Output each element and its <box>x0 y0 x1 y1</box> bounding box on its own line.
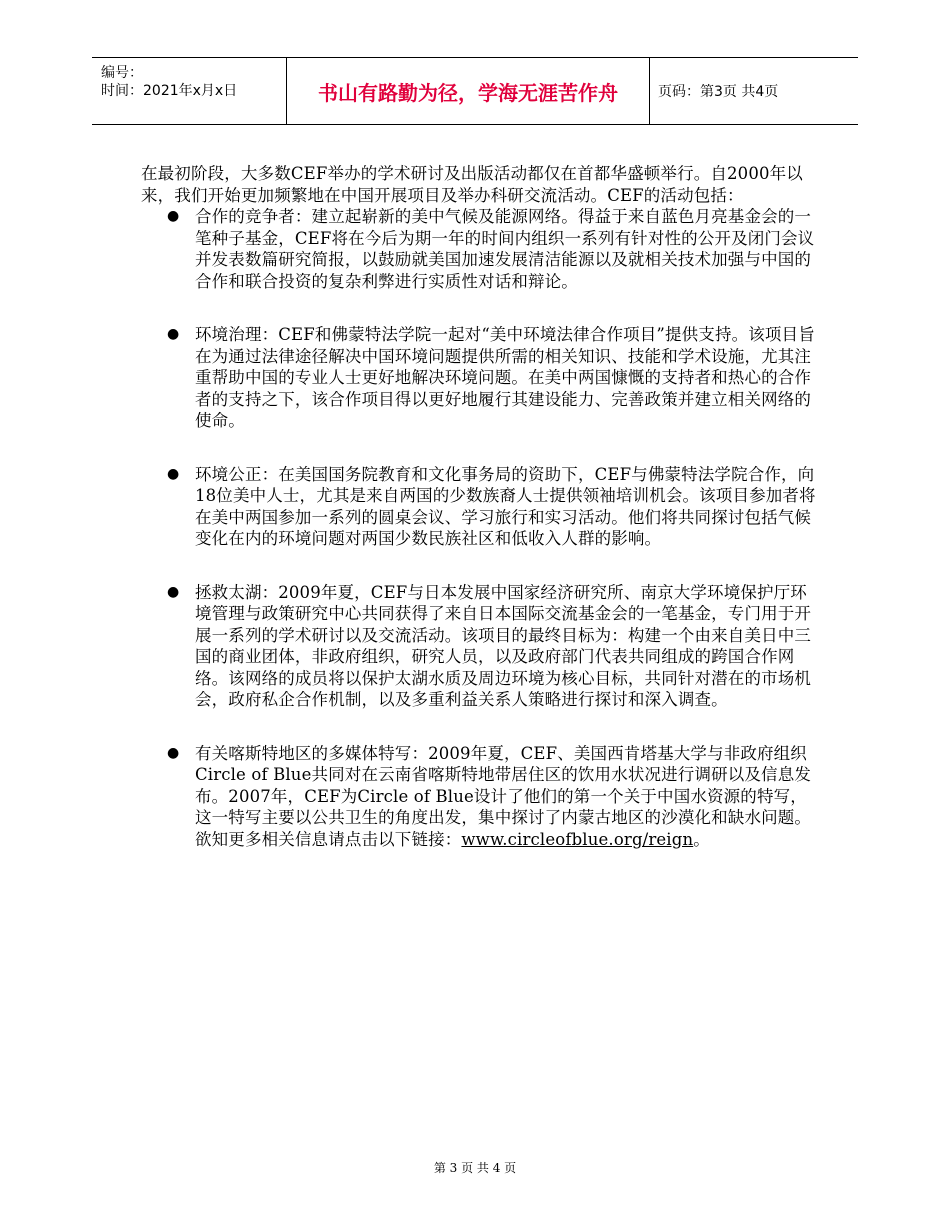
bullet-icon: ● <box>167 744 180 761</box>
page-label: 页码：第3页 共4页 <box>658 84 779 100</box>
list-item <box>141 324 821 432</box>
item-text: 合作的竞争者：建立起崭新的美中气候及能源网络。得益于来自蓝色月亮基金会的一笔种子基金，CEF将在今后为期一年的时间内组织一系列有针对性的公开及闭门会议并发表数篇研究简报，以鼓励就美国加速发展清洁能源以及就相关技术加强与中国的合作和联合投资的复杂利弊进行实质性对话和辩论。 <box>195 207 815 291</box>
list-item <box>141 582 821 711</box>
bullet-icon: ● <box>167 583 180 600</box>
item-text: 环境公正：在美国国务院教育和文化事务局的资助下，CEF与佛蒙特法学院合作，向18位美中人士，尤其是来自两国的少数族裔人士提供领袖培训机会。该项目参加者将在美中两国参加一系列的圆桌会议、学习旅行和实习活动。他们将共同探讨包括气候变化在内的环境问题对两国少数民族社区和低收入人群的影响。 <box>195 464 816 548</box>
list-item <box>141 743 821 851</box>
item-text: 拯救太湖：2009年夏，CEF与日本发展中国家经济研究所、南京大学环境保护厅环境管理与政策研究中心共同获得了来自日本国际交流基金会的一笔基金，专门用于开展一系列的学术研讨以及交流活动。该项目的最终目标为：构建一个由来自美日中三国的商业团体，非政府组织，研究人员，以及政府部门代表共同组成的跨国合作网络。该网络的成员将以保护太湖水质及周边环境为核心目标，共同针对潜在的市场机会，政府私企合作机制，以及多重利益关系人策略进行探讨和深入调查。 <box>195 582 812 709</box>
page-header <box>92 57 858 125</box>
number-label: 编号： <box>101 65 143 81</box>
list-item <box>141 206 821 292</box>
page-footer: 第 3 页 共 4 页 <box>433 1161 517 1175</box>
bullet-icon: ● <box>167 465 180 482</box>
bullet-icon: ● <box>167 326 180 342</box>
item-text: 有关喀斯特地区的多媒体特写：2009年夏，CEF、美国西肯塔基大学与非政府组织Circle of Blue共同对在云南省喀斯特地带居住区的饮用水状况进行调研以及信息发布。2007年，CEF为Circle of Blue设计了他们的第一个关于中国水资源的特写，这一特写主要以公共卫生的角度出发，集中探讨了内蒙古地区的沙漠化和缺水问题。欲知更多相关信息请点击以下链接： <box>195 743 812 849</box>
bullet-icon: ● <box>167 208 180 224</box>
circleofblue-link[interactable]: www.circleofblue.org/reign <box>461 829 694 849</box>
activity-list <box>141 206 821 850</box>
header-page-info <box>650 58 858 124</box>
header-info <box>92 58 286 124</box>
item-suffix: 。 <box>693 829 710 849</box>
document-body <box>141 163 821 882</box>
list-item <box>141 464 821 550</box>
header-motto: 书山有路勤为径，学海无涯苦作舟 <box>318 80 618 105</box>
intro-paragraph: 在最初阶段，大多数CEF举办的学术研讨及出版活动都仅在首都华盛顿举行。自2000年以来，我们开始更加频繁地在中国开展项目及举办科研交流活动。CEF的活动包括： <box>141 164 803 205</box>
item-text: 环境治理：CEF和佛蒙特法学院一起对“美中环境法律合作项目”提供支持。该项目旨在为通过法律途径解决中国环境问题提供所需的相关知识、技能和学术设施，尤其注重帮助中国的专业人士更好地解决环境问题。在美中两国慷慨的支持者和热心的合作者的支持之下，该合作项目得以更好地履行其建设能力、完善政策并建立相关网络的使命。 <box>195 325 815 430</box>
time-label: 时间：2021年x月x日 <box>101 83 238 99</box>
